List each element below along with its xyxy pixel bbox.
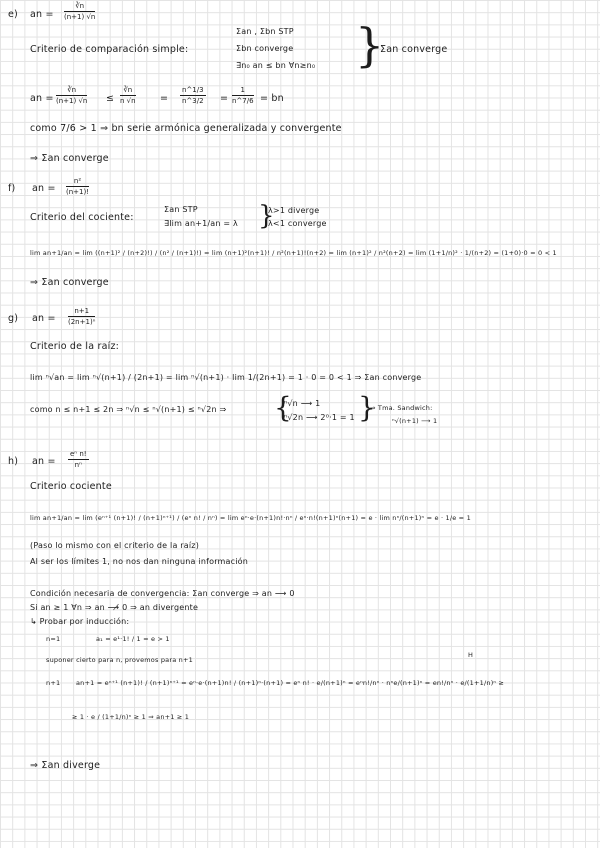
section-g-como: como n ≤ n+1 ≤ 2n ⇒ ⁿ√n ≤ ⁿ√(n+1) ≤ ⁿ√2n ⇒ bbox=[30, 405, 227, 414]
section-f-an: an = bbox=[32, 183, 56, 194]
section-g-criterion: Criterio de la raíz: bbox=[30, 341, 120, 352]
fraction-numerator: eⁿ n! bbox=[70, 450, 87, 458]
section-h-label: h) bbox=[8, 456, 19, 467]
section-e-fraction bbox=[64, 3, 95, 21]
section-g-an: an = bbox=[32, 313, 56, 324]
left-brace-icon: { bbox=[274, 391, 292, 424]
section-f-label: f) bbox=[8, 183, 16, 194]
right-brace-icon: } bbox=[358, 391, 376, 424]
right-brace-icon: } bbox=[258, 201, 275, 231]
section-e-criterion: Criterio de comparación simple: bbox=[30, 44, 189, 55]
equals-sign: = bbox=[160, 93, 169, 104]
section-h-criterion: Criterio cociente bbox=[30, 481, 112, 492]
fraction-denominator: (n+1) √n bbox=[64, 13, 96, 21]
section-h-limites: Al ser los límites 1, no nos dan ninguna información bbox=[30, 557, 249, 566]
section-h-paso: (Paso lo mismo con el criterio de la raíz) bbox=[30, 541, 200, 550]
section-e-condition-2: Σbn converge bbox=[236, 44, 294, 53]
fraction-denominator: (n+1) √n bbox=[56, 97, 88, 105]
section-g-sandwich-result: ⁿ√(n+1) ⟶ 1 bbox=[392, 417, 438, 425]
section-e-fraction-4 bbox=[232, 87, 254, 105]
section-h-n1-label: n=1 bbox=[46, 635, 61, 643]
fraction-numerator: n^1/3 bbox=[182, 86, 204, 94]
fraction-numerator: ∛n bbox=[64, 3, 95, 12]
section-h-hypothesis-mark: H bbox=[468, 651, 474, 659]
section-g-label: g) bbox=[8, 313, 19, 324]
fraction-denominator: n^7/6 bbox=[232, 97, 254, 105]
section-e-calc-an: an = bbox=[30, 93, 54, 104]
section-e-label: e) bbox=[8, 9, 18, 20]
section-e-bn: = bn bbox=[260, 93, 284, 104]
section-h-necessary-condition: Condición necesaria de convergencia: Σan converge ⇒ an ⟶ 0 bbox=[30, 589, 295, 598]
section-e-condition-1: Σan , Σbn STP bbox=[236, 27, 294, 36]
section-h-limit-line: lim an+1/an = lim (eⁿ⁺¹ (n+1)! / (n+1)ⁿ⁺¹) / (eⁿ n! / nⁿ) = lim eⁿ·e·(n+1)n!·nⁿ / eⁿ·n!(n+1)ⁿ(n+1) = e · lim nⁿ/(n+1)ⁿ = e · 1/e = 1 bbox=[30, 514, 471, 522]
section-f-rule-2: λ<1 converge bbox=[268, 219, 327, 228]
section-g-sandwich-theorem: ⇒ Tma. Sandwich: bbox=[370, 404, 433, 412]
section-h-induction-step: an+1 = eⁿ⁺¹ (n+1)! / (n+1)ⁿ⁺¹ = eⁿ·e·(n+1)n! / (n+1)ⁿ·(n+1) = eⁿ n! · e/(n+1)ⁿ = eⁿn!/nⁿ · nⁿe/(n+1)ⁿ = en!/nⁿ · e/(1+1/n)ⁿ ≥ bbox=[76, 679, 505, 687]
fraction-denominator: (n+1)! bbox=[66, 188, 90, 196]
section-h-si: Si an ≥ 1 ∀n ⇒ an ⟶̸ 0 ⇒ an divergente bbox=[30, 603, 199, 612]
section-f-conclusion: ⇒ Σan converge bbox=[30, 277, 109, 288]
fraction-denominator: (2n+1)ⁿ bbox=[68, 318, 96, 326]
fraction-numerator: ∛n bbox=[56, 87, 87, 96]
fraction-numerator: n+1 bbox=[68, 308, 95, 317]
section-e-fraction-1 bbox=[56, 87, 87, 105]
fraction-denominator: n^3/2 bbox=[182, 97, 204, 105]
section-h-suponer: suponer cierto para n, provemos para n+1 bbox=[46, 656, 193, 664]
fraction-denominator: n √n bbox=[120, 97, 136, 105]
section-f-limit-line: lim an+1/an = lim ((n+1)² / (n+2)!) / (n² / (n+1)!) = lim (n+1)²(n+1)! / n²(n+1)!(n+2) = lim (n+1)² / n²(n+2) = lim (1+1/n)² · 1/(n+2) = (1+0)·0 = 0 < 1 bbox=[30, 249, 557, 257]
section-h-geq-line: ≥ 1 · e / (1+1/n)ⁿ ≥ 1 ⇒ an+1 ≥ 1 bbox=[72, 713, 190, 721]
fraction-numerator: 1 bbox=[232, 87, 254, 96]
right-brace-icon: } bbox=[355, 18, 385, 72]
section-g-limit-line: lim ⁿ√an = lim ⁿ√(n+1) / (2n+1) = lim ⁿ√(n+1) · lim 1/(2n+1) = 1 · 0 = 0 < 1 ⇒ Σan converge bbox=[30, 373, 422, 382]
fraction-denominator: nⁿ bbox=[74, 461, 82, 469]
section-g-sandwich-1: ⁿ√n ⟶ 1 bbox=[284, 399, 321, 408]
section-h-probar: ↳ Probar por inducción: bbox=[30, 617, 130, 626]
leq-sign: ≤ bbox=[106, 93, 115, 104]
section-e-como: como 7/6 > 1 ⇒ bn serie armónica generalizada y convergente bbox=[30, 123, 342, 134]
section-h-n-plus-1: n+1 bbox=[46, 679, 61, 687]
section-g-fraction bbox=[68, 308, 95, 326]
section-h-an: an = bbox=[32, 456, 56, 467]
section-h-fraction bbox=[68, 451, 89, 469]
section-h-n1-calc: a₁ = e¹·1! / 1 = e > 1 bbox=[96, 635, 170, 643]
section-e-fraction-2 bbox=[120, 87, 136, 105]
section-h-conclusion: ⇒ Σan diverge bbox=[30, 760, 101, 771]
section-f-condition-2: ∃lim an+1/an = λ bbox=[164, 219, 238, 228]
section-f-rule-1: λ>1 diverge bbox=[268, 206, 320, 215]
fraction-numerator: ∛n bbox=[120, 87, 136, 96]
equals-sign: = bbox=[220, 93, 229, 104]
section-f-fraction bbox=[66, 178, 89, 196]
section-f-condition-1: Σan STP bbox=[164, 205, 198, 214]
section-e-conclusion: ⇒ Σan converge bbox=[30, 153, 109, 164]
section-e-an: an = bbox=[30, 9, 54, 20]
section-e-fraction-3 bbox=[180, 87, 206, 105]
section-e-condition-3: ∃n₀ an ≤ bn ∀n≥n₀ bbox=[236, 61, 316, 70]
section-e-result: Σan converge bbox=[380, 44, 448, 55]
fraction-numerator: n² bbox=[66, 178, 89, 187]
section-f-criterion: Criterio del cociente: bbox=[30, 212, 134, 223]
section-g-sandwich-2: ⁿ√2n ⟶ 2⁰·1 = 1 bbox=[284, 413, 355, 422]
